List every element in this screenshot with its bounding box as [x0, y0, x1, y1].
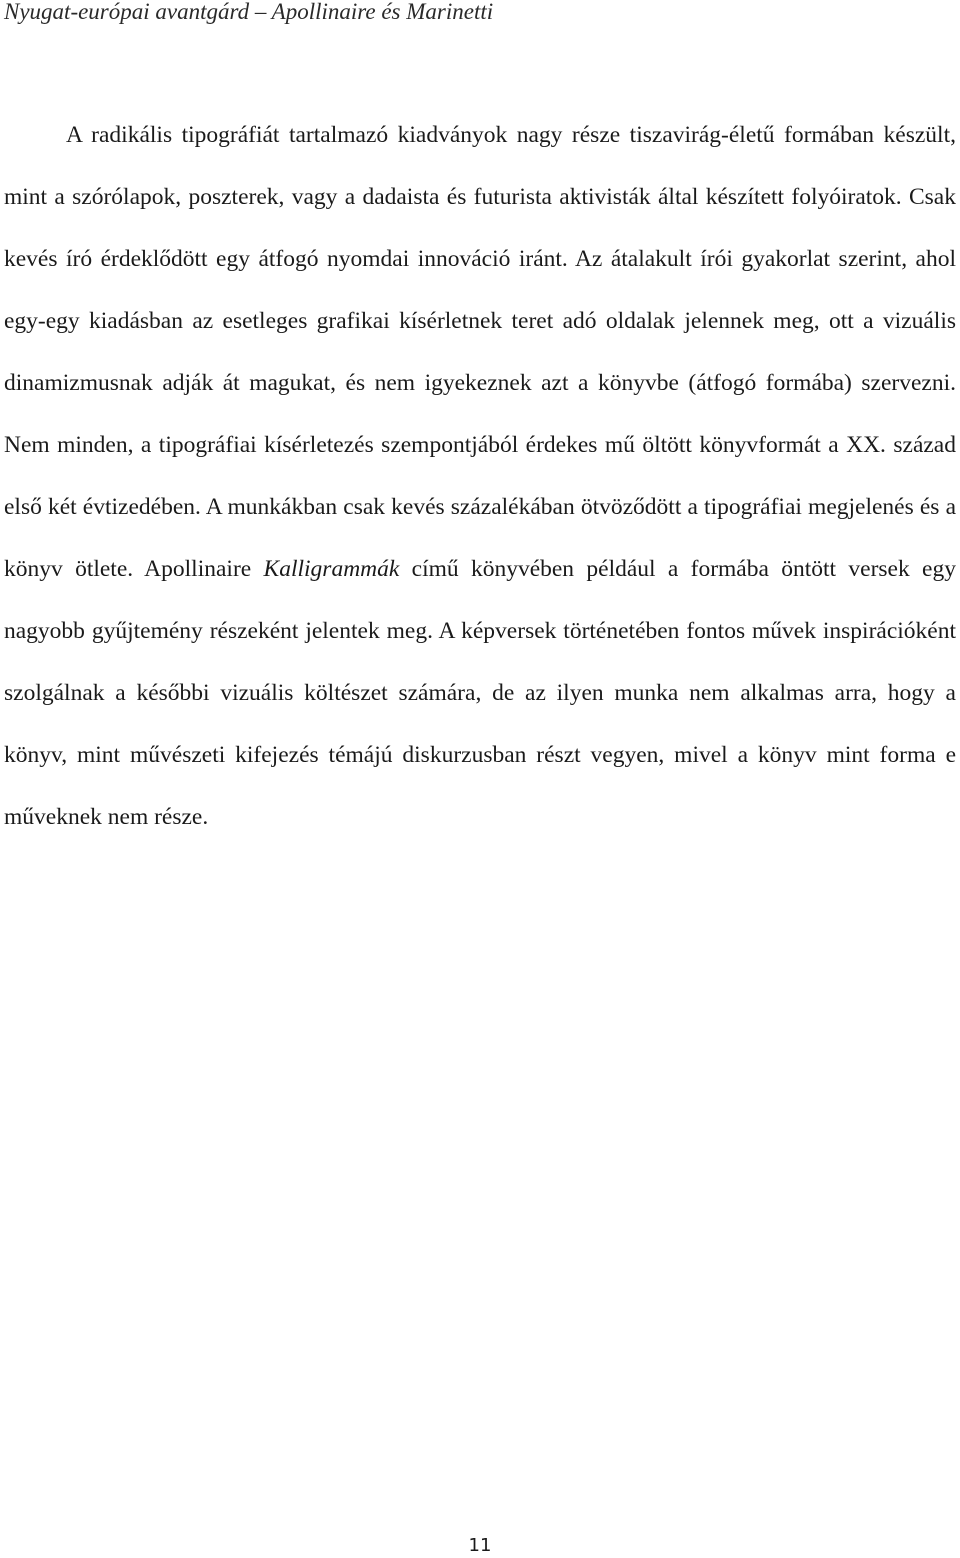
page-number: 11: [468, 1535, 492, 1556]
running-header: Nyugat-európai avantgárd – Apollinaire és Marinetti: [4, 0, 494, 24]
body-paragraph: [4, 104, 956, 848]
book-title: Kalligrammák: [263, 556, 400, 582]
paragraph-text-part2: című könyvében például a formába öntött versek egy nagyobb gyűjtemény részeként jelentek meg. A képversek történetében fontos művek inspirációként szolgálnak a későbbi vizuális költészet számára, de az ilyen munka nem alkalmas arra, hogy a könyv, mint művészeti kifejezés témájú diskurzusban részt vegyen, mivel a könyv mint forma e műveknek nem része.: [4, 556, 956, 830]
paragraph-text-part1: A radikális tipográfiát tartalmazó kiadványok nagy része tiszavirág-életű formában készült, mint a szórólapok, poszterek, vagy a dadaista és futurista aktivisták által készített folyóiratok. Csak kevés író érdeklődött egy átfogó nyomdai innováció iránt. Az átalakult írói gyakorlat szerint, ahol egy-egy kiadásban az esetleges grafikai kísérletnek teret adó oldalak jelennek meg, ott a vizuális dinamizmusnak adják át magukat, és nem igyekeznek azt a könyvbe (átfogó formába) szervezni. Nem minden, a tipográfiai kísérletezés szempontjából érdekes mű öltött könyvformát a XX. század első két évtizedében. A munkákban csak kevés százalékában ötvöződött a tipográfiai megjelenés és a könyv ötlete. Apollinaire: [4, 122, 956, 582]
